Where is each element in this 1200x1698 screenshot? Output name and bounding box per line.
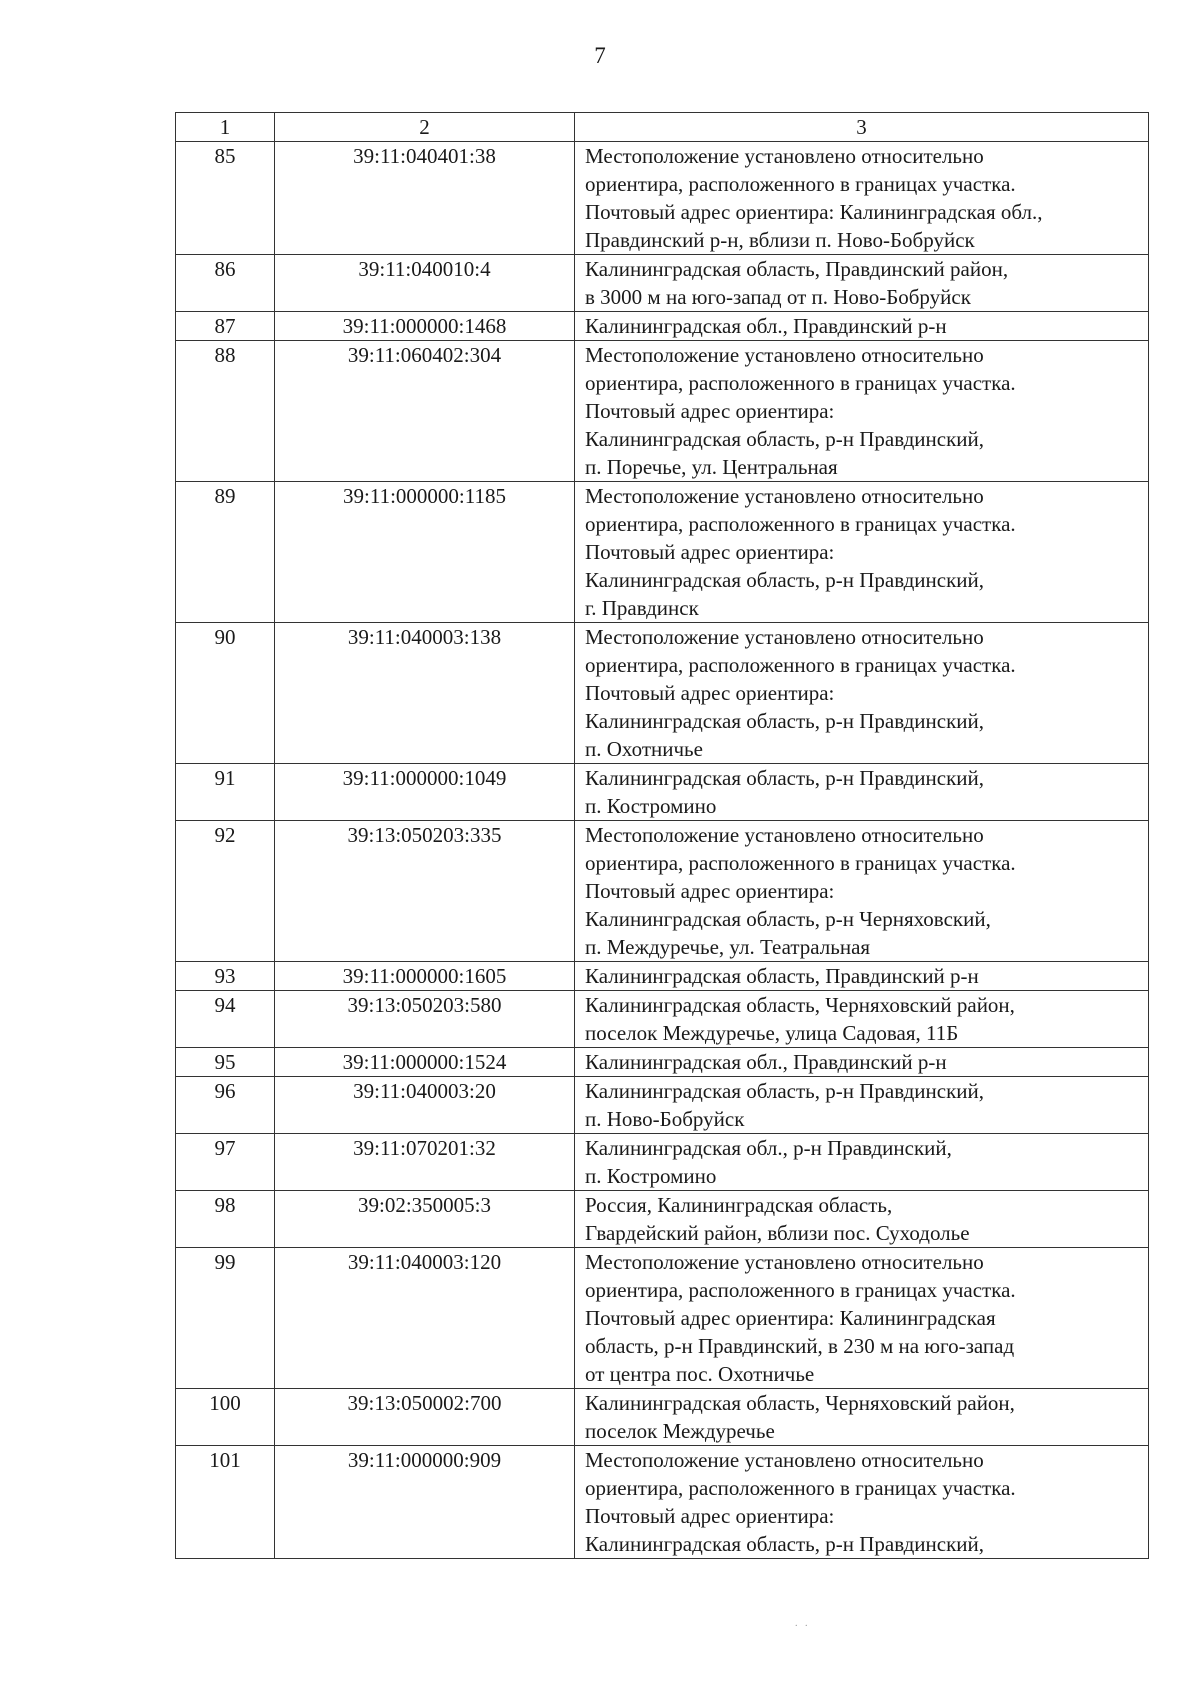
address-line: г. Правдинск <box>585 596 699 620</box>
address-line: Калининградская область, р-н Правдинский, <box>585 766 985 790</box>
row-number-cell: 85 <box>176 142 275 255</box>
address-line: ориентира, расположенного в границах участка. <box>585 512 1016 536</box>
row-number-cell: 87 <box>176 312 275 341</box>
address-line: Калининградская область, р-н Правдинский, <box>585 1079 985 1103</box>
table-row <box>176 482 1149 623</box>
table-row <box>176 623 1149 764</box>
table-row <box>176 142 1149 255</box>
address-line: поселок Междуречье <box>585 1419 775 1443</box>
table-row <box>176 1248 1149 1389</box>
address-line: Калининградская обл., Правдинский р-н <box>585 314 947 338</box>
cadastral-number-cell: 39:11:000000:1185 <box>275 482 575 623</box>
table-row <box>176 962 1149 991</box>
address-line: Местоположение установлено относительно <box>585 484 984 508</box>
address-line: Местоположение установлено относительно <box>585 1250 984 1274</box>
location-address-cell <box>575 312 1149 341</box>
address-line: ориентира, расположенного в границах участка. <box>585 653 1016 677</box>
address-line: Калининградская обл., Правдинский р-н <box>585 1050 947 1074</box>
header-col-3: 3 <box>575 113 1149 142</box>
address-line: Почтовый адрес ориентира: Калининградская обл., <box>585 200 1043 224</box>
address-line: Почтовый адрес ориентира: Калининградская <box>585 1306 996 1330</box>
address-line: Калининградская обл., р-н Правдинский, <box>585 1136 952 1160</box>
page-number: 7 <box>594 43 606 68</box>
header-row <box>176 113 1149 142</box>
row-number-cell: 101 <box>176 1446 275 1559</box>
location-address-cell <box>575 991 1149 1048</box>
address-line: Правдинский р-н, вблизи п. Ново-Бобруйск <box>585 228 975 252</box>
address-line: Местоположение установлено относительно <box>585 823 984 847</box>
row-number-cell: 98 <box>176 1191 275 1248</box>
cadastral-number-cell: 39:11:000000:1524 <box>275 1048 575 1077</box>
location-address-cell <box>575 1134 1149 1191</box>
header-col-2: 2 <box>275 113 575 142</box>
cadastral-number-cell: 39:11:040003:120 <box>275 1248 575 1389</box>
row-number-cell: 99 <box>176 1248 275 1389</box>
row-number-cell: 94 <box>176 991 275 1048</box>
address-line: Почтовый адрес ориентира: <box>585 879 835 903</box>
row-number-cell: 91 <box>176 764 275 821</box>
address-line: Почтовый адрес ориентира: <box>585 399 835 423</box>
address-line: Местоположение установлено относительно <box>585 144 984 168</box>
address-line: в 3000 м на юго-запад от п. Ново-Бобруйск <box>585 285 971 309</box>
address-line: поселок Междуречье, улица Садовая, 11Б <box>585 1021 959 1045</box>
row-number-cell: 92 <box>176 821 275 962</box>
location-address-cell <box>575 1077 1149 1134</box>
address-line: Местоположение установлено относительно <box>585 625 984 649</box>
address-line: Почтовый адрес ориентира: <box>585 681 835 705</box>
address-line: п. Ново-Бобруйск <box>585 1107 745 1131</box>
address-line: п. Поречье, ул. Центральная <box>585 455 838 479</box>
cadastral-number-cell: 39:11:070201:32 <box>275 1134 575 1191</box>
table-row <box>176 312 1149 341</box>
table-row <box>176 1048 1149 1077</box>
row-number-cell: 88 <box>176 341 275 482</box>
cadastral-number-cell: 39:11:040010:4 <box>275 255 575 312</box>
cadastral-number-cell: 39:13:050203:335 <box>275 821 575 962</box>
address-line: ориентира, расположенного в границах участка. <box>585 371 1016 395</box>
table-row <box>176 1077 1149 1134</box>
table-body <box>176 142 1149 1559</box>
address-line: Местоположение установлено относительно <box>585 343 984 367</box>
location-address-cell <box>575 623 1149 764</box>
address-line: ориентира, расположенного в границах участка. <box>585 1476 1016 1500</box>
address-line: п. Междуречье, ул. Театральная <box>585 935 871 959</box>
cadastral-number-cell: 39:13:050002:700 <box>275 1389 575 1446</box>
address-line: п. Охотничье <box>585 737 703 761</box>
row-number-cell: 97 <box>176 1134 275 1191</box>
location-address-cell <box>575 341 1149 482</box>
cadastral-number-cell: 39:02:350005:3 <box>275 1191 575 1248</box>
location-address-cell <box>575 142 1149 255</box>
location-address-cell <box>575 962 1149 991</box>
cadastral-number-cell: 39:11:000000:1468 <box>275 312 575 341</box>
address-line: Калининградская область, р-н Правдинский, <box>585 709 985 733</box>
address-line: Калининградская область, р-н Черняховский, <box>585 907 991 931</box>
table-row <box>176 1389 1149 1446</box>
cadastral-number-cell: 39:11:000000:1049 <box>275 764 575 821</box>
cadastral-number-cell: 39:11:060402:304 <box>275 341 575 482</box>
address-line: Почтовый адрес ориентира: <box>585 1504 835 1528</box>
table-row <box>176 991 1149 1048</box>
address-line: Калининградская область, р-н Правдинский, <box>585 1532 985 1556</box>
address-line: Гвардейский район, вблизи пос. Суходолье <box>585 1221 970 1245</box>
row-number-cell: 93 <box>176 962 275 991</box>
location-address-cell <box>575 255 1149 312</box>
scan-artifact: . . <box>795 1618 808 1629</box>
address-line: Россия, Калининградская область, <box>585 1193 893 1217</box>
row-number-cell: 95 <box>176 1048 275 1077</box>
row-number-cell: 96 <box>176 1077 275 1134</box>
location-address-cell <box>575 1191 1149 1248</box>
address-line: область, р-н Правдинский, в 230 м на юго-запад <box>585 1334 1015 1358</box>
cadastral-number-cell: 39:11:000000:1605 <box>275 962 575 991</box>
table-row <box>176 821 1149 962</box>
location-address-cell <box>575 1389 1149 1446</box>
table-row <box>176 1191 1149 1248</box>
location-address-cell <box>575 482 1149 623</box>
cadastral-number-cell: 39:11:000000:909 <box>275 1446 575 1559</box>
location-address-cell <box>575 1446 1149 1559</box>
location-address-cell <box>575 1248 1149 1389</box>
address-line: Калининградская область, Черняховский район, <box>585 993 1015 1017</box>
header-col-1: 1 <box>176 113 275 142</box>
address-line: ориентира, расположенного в границах участка. <box>585 172 1016 196</box>
address-line: ориентира, расположенного в границах участка. <box>585 1278 1016 1302</box>
address-line: п. Костромино <box>585 794 717 818</box>
address-line: п. Костромино <box>585 1164 717 1188</box>
table-row <box>176 1134 1149 1191</box>
cadastral-number-cell: 39:11:040401:38 <box>275 142 575 255</box>
address-line: от центра пос. Охотничье <box>585 1362 815 1386</box>
address-line: Калининградская область, р-н Правдинский, <box>585 427 985 451</box>
address-line: Почтовый адрес ориентира: <box>585 540 835 564</box>
cadastral-number-cell: 39:11:040003:20 <box>275 1077 575 1134</box>
table-row <box>176 255 1149 312</box>
cadastral-number-cell: 39:13:050203:580 <box>275 991 575 1048</box>
location-address-cell <box>575 764 1149 821</box>
address-line: Калининградская область, Черняховский район, <box>585 1391 1015 1415</box>
table-header <box>176 113 1149 142</box>
table-row <box>176 341 1149 482</box>
address-line: Калининградская область, р-н Правдинский, <box>585 568 985 592</box>
address-line: Местоположение установлено относительно <box>585 1448 984 1472</box>
address-line: ориентира, расположенного в границах участка. <box>585 851 1016 875</box>
row-number-cell: 89 <box>176 482 275 623</box>
location-address-cell <box>575 821 1149 962</box>
row-number-cell: 86 <box>176 255 275 312</box>
table-row <box>176 1446 1149 1559</box>
row-number-cell: 100 <box>176 1389 275 1446</box>
table-row <box>176 764 1149 821</box>
cadastral-number-cell: 39:11:040003:138 <box>275 623 575 764</box>
row-number-cell: 90 <box>176 623 275 764</box>
location-address-cell <box>575 1048 1149 1077</box>
address-line: Калининградская область, Правдинский р-н <box>585 964 979 988</box>
address-line: Калининградская область, Правдинский район, <box>585 257 1009 281</box>
land-plots-table <box>175 112 1149 1559</box>
